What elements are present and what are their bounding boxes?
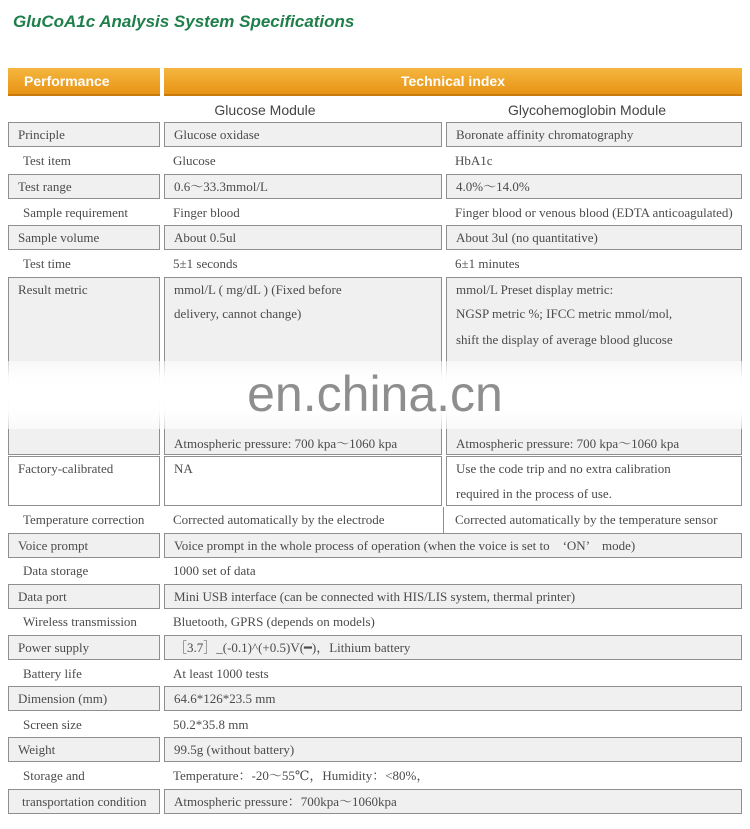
row-label-data-port: Data port bbox=[8, 584, 160, 609]
column-divider bbox=[443, 507, 444, 533]
row-label-result-metric: Result metric bbox=[8, 277, 160, 455]
test-range-glucose: 0.6～33.3mmol/L bbox=[164, 174, 442, 199]
row-label-test-time: Test time bbox=[23, 256, 71, 271]
test-range-hba1c: 4.0%～14.0% bbox=[446, 174, 742, 199]
temperature-correction-glucose: Corrected automatically by the electrode bbox=[173, 512, 385, 527]
result-metric-hba1c-line3: shift the display of average blood glucose bbox=[456, 332, 673, 347]
test-time-glucose: 5±1 seconds bbox=[173, 256, 238, 271]
row-label-principle: Principle bbox=[8, 122, 160, 147]
test-item-hba1c: HbA1c bbox=[455, 153, 493, 168]
row-label-test-item: Test item bbox=[23, 153, 71, 168]
row-label-voice-prompt: Voice prompt bbox=[8, 533, 160, 558]
wireless-transmission-value: Bluetooth, GPRS (depends on models) bbox=[173, 614, 375, 629]
row-label-screen-size: Screen size bbox=[23, 717, 82, 732]
row-label-dimension: Dimension (mm) bbox=[8, 686, 160, 711]
storage-temperature-value: Temperature：-20～55℃，Humidity：<80%， bbox=[173, 768, 430, 783]
hba1c-atmospheric-pressure: Atmospheric pressure: 700 kpa～1060 kpa bbox=[456, 436, 680, 451]
subheader-glycohemoglobin-module: Glycohemoglobin Module bbox=[508, 102, 666, 118]
factory-calibrated-glucose: NA bbox=[164, 456, 442, 506]
row-label-power-supply: Power supply bbox=[8, 635, 160, 660]
principle-glucose: Glucose oxidase bbox=[164, 122, 442, 147]
dimension-value: 64.6*126*23.5 mm bbox=[164, 686, 742, 711]
sample-volume-hba1c: About 3ul (no quantitative) bbox=[446, 225, 742, 250]
glucose-atmospheric-pressure: Atmospheric pressure: 700 kpa～1060 kpa bbox=[174, 436, 398, 451]
row-label-battery-life: Battery life bbox=[23, 666, 82, 681]
row-label-storage-line2: transportation condition bbox=[8, 789, 160, 814]
test-item-glucose: Glucose bbox=[173, 153, 216, 168]
power-supply-value: ［3.7］_(-0.1)^(+0.5)V(━)，Lithium battery bbox=[164, 635, 742, 660]
row-label-storage-line1: Storage and bbox=[23, 768, 85, 783]
row-label-wireless-transmission: Wireless transmission bbox=[23, 614, 137, 629]
result-metric-glucose-line2: delivery, cannot change) bbox=[174, 306, 302, 321]
row-label-test-range: Test range bbox=[8, 174, 160, 199]
row-label-weight: Weight bbox=[8, 737, 160, 762]
screen-size-value: 50.2*35.8 mm bbox=[173, 717, 249, 732]
row-label-data-storage: Data storage bbox=[23, 563, 89, 578]
sample-requirement-hba1c: Finger blood or venous blood (EDTA anticoagulated) bbox=[455, 205, 733, 220]
result-metric-glucose-line1: mmol/L ( mg/dL ) (Fixed before bbox=[174, 282, 342, 297]
battery-life-value: At least 1000 tests bbox=[173, 666, 269, 681]
test-time-hba1c: 6±1 minutes bbox=[455, 256, 520, 271]
row-label-temperature-correction: Temperature correction bbox=[23, 512, 145, 527]
row-label-sample-volume: Sample volume bbox=[8, 225, 160, 250]
factory-calibrated-hba1c-line1: Use the code trip and no extra calibration bbox=[456, 461, 671, 476]
header-technical-index: Technical index bbox=[164, 68, 742, 96]
row-label-sample-requirement: Sample requirement bbox=[23, 205, 129, 220]
factory-calibrated-hba1c-line2: required in the process of use. bbox=[456, 486, 612, 501]
watermark-text: en.china.cn bbox=[247, 366, 503, 422]
row-label-factory-calibrated: Factory-calibrated bbox=[8, 456, 160, 506]
storage-pressure-value: Atmospheric pressure：700kpa～1060kpa bbox=[164, 789, 742, 814]
sample-requirement-glucose: Finger blood bbox=[173, 205, 240, 220]
voice-prompt-value: Voice prompt in the whole process of operation (when the voice is set to ‘ON’ mode) bbox=[164, 533, 742, 558]
data-storage-value: 1000 set of data bbox=[173, 563, 256, 578]
factory-calibrated-hba1c-cell bbox=[446, 456, 742, 506]
sample-volume-glucose: About 0.5ul bbox=[164, 225, 442, 250]
subheader-glucose-module: Glucose Module bbox=[214, 102, 316, 118]
data-port-value: Mini USB interface (can be connected with HIS/LIS system, thermal printer) bbox=[164, 584, 742, 609]
weight-value: 99.5g (without battery) bbox=[164, 737, 742, 762]
result-metric-hba1c-line2: NGSP metric %; IFCC metric mmol/mol, bbox=[456, 306, 673, 321]
page-title: GluCoA1c Analysis System Specifications bbox=[13, 12, 355, 31]
temperature-correction-hba1c: Corrected automatically by the temperature sensor bbox=[455, 512, 718, 527]
header-performance: Performance bbox=[8, 68, 160, 96]
result-metric-hba1c-line1: mmol/L Preset display metric: bbox=[456, 282, 614, 297]
principle-hba1c: Boronate affinity chromatography bbox=[446, 122, 742, 147]
